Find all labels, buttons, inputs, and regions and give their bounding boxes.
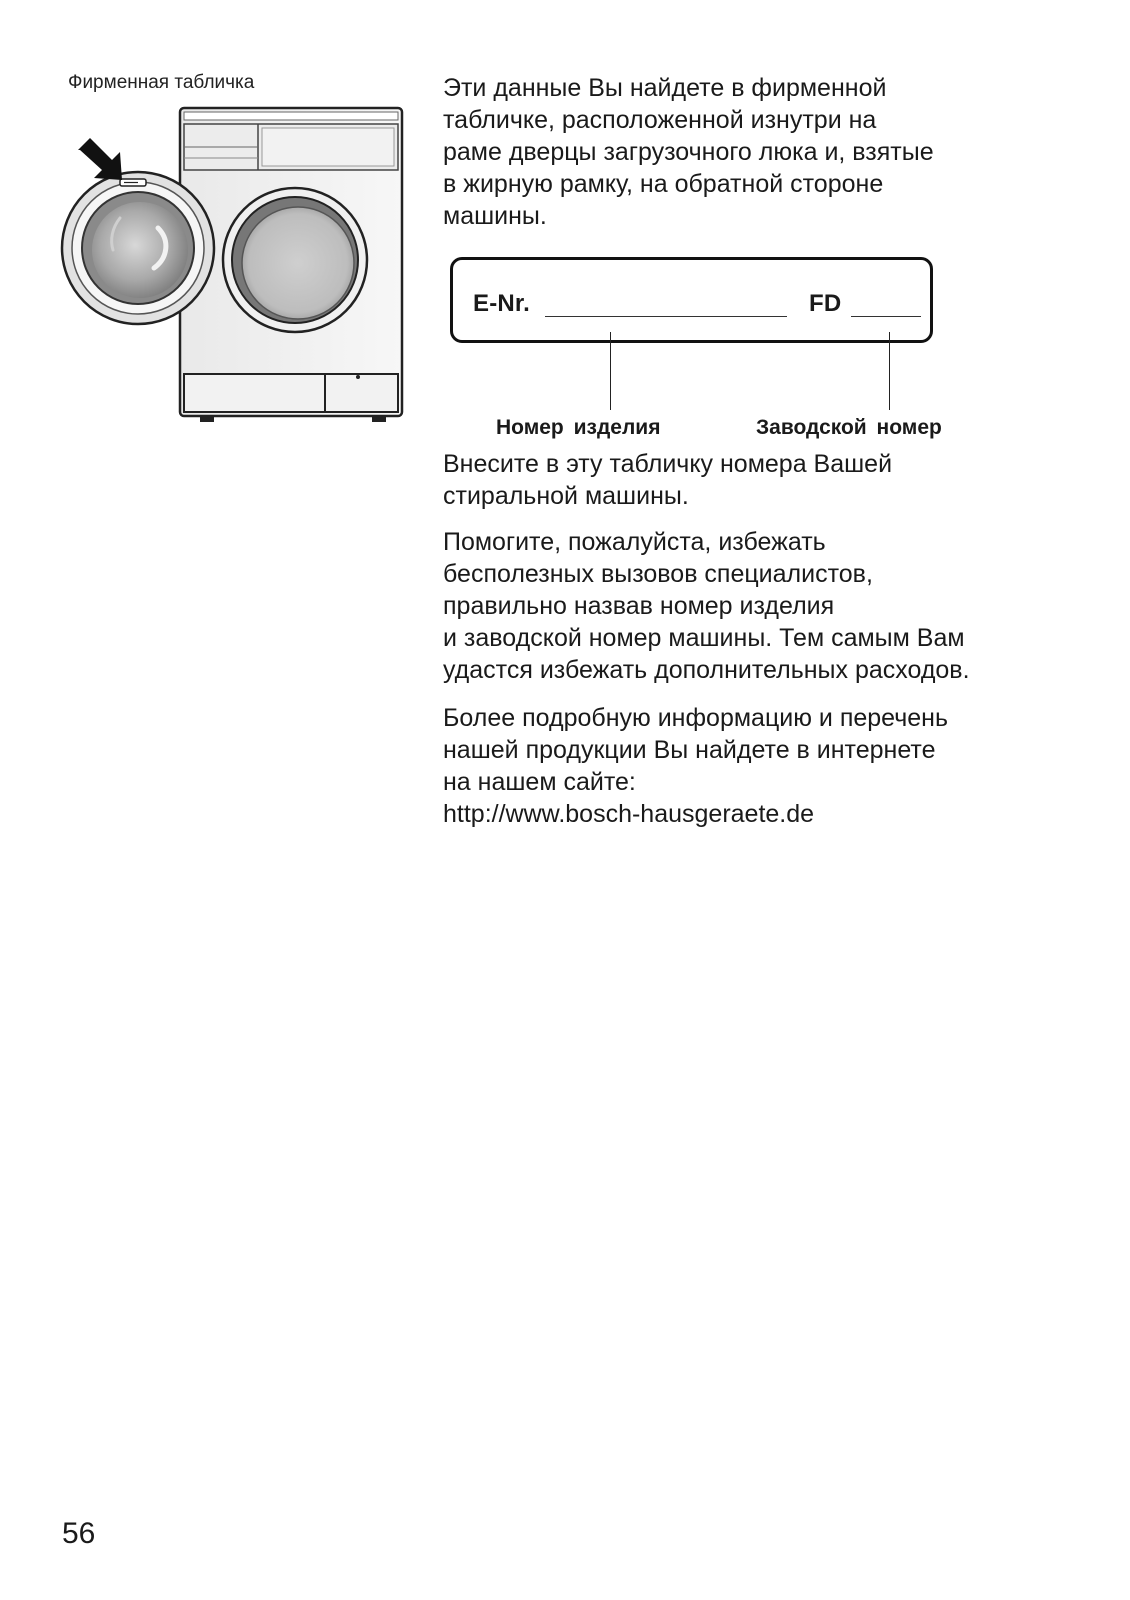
intro-line: Эти данные Вы найдете в фирменной	[443, 74, 887, 102]
help-line: бесполезных вызовов специалистов,	[443, 560, 873, 588]
intro-line: табличке, расположенной изнутри на	[443, 106, 877, 134]
intro-line: раме дверцы загрузочного люка и, взятые	[443, 138, 934, 166]
serial-number-leader-line	[889, 332, 890, 410]
enr-label: E-Nr.	[473, 290, 531, 317]
rating-plate-box	[450, 257, 933, 343]
enr-entry-line[interactable]	[545, 316, 787, 317]
enter-line: стиральной машины.	[443, 482, 689, 510]
serial-number-caption: Заводской номер	[756, 416, 942, 439]
open-door	[62, 172, 214, 324]
washing-machine-illustration	[50, 100, 410, 435]
help-line: правильно назвав номер изделия	[443, 592, 835, 620]
page-number: 56	[62, 1517, 96, 1550]
help-line: и заводской номер машины. Тем самым Вам	[443, 624, 965, 652]
website-link[interactable]: http://www.bosch-hausgeraete.de	[443, 800, 815, 828]
more-line: на нашем сайте:	[443, 768, 636, 796]
product-number-caption: Номер изделия	[496, 416, 661, 439]
fd-entry-line[interactable]	[851, 316, 921, 317]
intro-paragraph	[443, 72, 1103, 232]
intro-line: машины.	[443, 202, 547, 230]
pointer-arrow-icon	[78, 138, 122, 180]
help-line: удастся избежать дополнительных расходов.	[443, 656, 970, 684]
enter-line: Внесите в эту табличку номера Вашей	[443, 450, 893, 478]
more-line: нашей продукции Вы найдете в интернете	[443, 736, 936, 764]
intro-line: в жирную рамку, на обратной стороне	[443, 170, 884, 198]
fd-label: FD	[809, 290, 842, 317]
enter-numbers-paragraph	[443, 448, 1103, 512]
help-line: Помогите, пожалуйста, избежать	[443, 528, 826, 556]
product-number-leader-line	[610, 332, 611, 410]
plinth	[184, 374, 398, 412]
more-line: Более подробную информацию и перечень	[443, 704, 949, 732]
figure-caption: Фирменная табличка	[68, 72, 255, 93]
help-paragraph	[443, 526, 1103, 686]
more-info-paragraph	[443, 702, 1103, 830]
